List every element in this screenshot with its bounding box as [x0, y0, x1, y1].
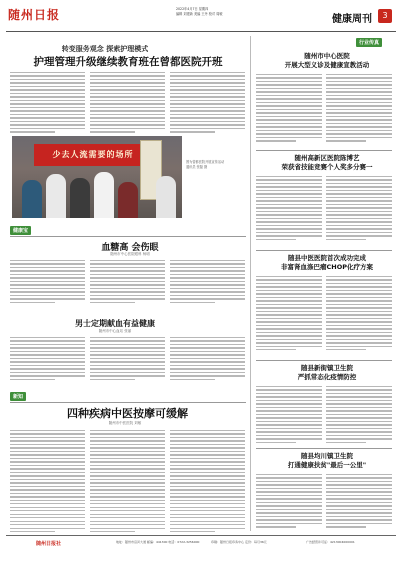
story-body	[10, 337, 85, 382]
story-headline-hitech-hospital: 随州高新区医院陈博艺 荣获省技能竞赛个人奖多分赛一	[281, 154, 373, 171]
story-body	[256, 276, 322, 353]
story-headline-blood-donation: 男士定期献血有益健康	[75, 319, 155, 328]
main-body-col2	[90, 72, 165, 135]
story-headline-xinjie-clinic: 随县新街镇卫生院 严抓常态化疫情防控	[297, 364, 357, 381]
story-body	[326, 176, 392, 242]
masthead	[6, 4, 396, 32]
photo-banner: 少去人流需要的场所	[34, 144, 152, 166]
issue-info	[176, 7, 316, 17]
section-tag-industry: 行业传真	[356, 38, 382, 47]
story-headline-center-hospital: 随州市中心医院 开展大型义诊及健康宣教活动	[284, 52, 370, 69]
footer-ad-license: 广告经营许可证：4213004000001	[306, 540, 355, 544]
story-headline-blood-sugar: 血糖高 会伤眼	[101, 243, 159, 253]
story-byline: 随州市中心血站 张丽	[98, 329, 132, 333]
story-body	[10, 260, 85, 305]
story-body	[326, 474, 392, 530]
section-rule	[256, 360, 392, 361]
story-body	[170, 430, 245, 535]
story-body	[256, 474, 322, 530]
story-headline-massage: 四种疾病中医按摩可缓解	[67, 407, 188, 420]
photo-caption: 图为曾都医院开展宣传活动 通讯员 张磊 摄	[186, 160, 225, 169]
story-body	[256, 176, 322, 242]
photo-person	[118, 182, 138, 218]
story-headline-tcm-hospital: 随县中医医院首次成功完成 非富肾血涤巴瘤CHOP化疗方案	[281, 254, 373, 271]
section-rule	[256, 448, 392, 449]
main-body-col1	[10, 72, 85, 135]
photo-person	[156, 176, 176, 218]
page-footer	[6, 535, 396, 565]
footer-address: 地址：随州市沿河大道 邮编：441300 电话：0722-3256000	[116, 540, 200, 544]
main-body-col3	[170, 72, 245, 135]
footer-print-info: 印刷：随州日报印务中心 定价：每月36元	[211, 540, 267, 544]
story-byline: 随州市中医医院 刘敏	[108, 421, 142, 425]
story-body	[256, 74, 322, 144]
section-rule	[256, 150, 392, 151]
main-headline: 护理管理升级继续教育班在曾都医院开班	[33, 56, 223, 68]
story-body	[90, 430, 165, 535]
issue-date: 2022年4月7日 星期四	[176, 7, 209, 11]
story-body	[326, 276, 392, 353]
photo-person	[70, 178, 90, 218]
section-tag-health: 健康宝	[10, 226, 31, 235]
photo-person	[94, 172, 114, 218]
story-body	[256, 386, 322, 445]
footer-paper-name: 随州日报社	[36, 541, 62, 547]
section-rule	[10, 236, 246, 237]
main-kicker: 转变服务观念 探索护理模式	[61, 45, 149, 53]
story-headline-junchuan-clinic: 随县均川镇卫生院 打通健康扶贫"最后一公里"	[287, 452, 367, 469]
story-body	[90, 337, 165, 382]
newspaper-logo: 随州日报	[8, 8, 61, 22]
photo-person	[22, 180, 42, 218]
story-body	[170, 337, 245, 382]
section-tag-knowledge: 新知	[10, 392, 26, 401]
story-body	[326, 386, 392, 445]
story-body	[170, 260, 245, 305]
column-divider	[250, 36, 251, 531]
section-rule	[256, 250, 392, 251]
story-body	[326, 74, 392, 144]
main-photo	[12, 136, 182, 218]
photo-person	[46, 174, 66, 218]
story-body	[90, 260, 165, 305]
page-number-badge: 3	[378, 9, 392, 23]
issue-editors: 编辑 刘建新 美编 王丹 校对 周敏	[176, 12, 223, 16]
story-byline: 随州市中心医院眼科 杨明	[110, 252, 150, 256]
story-body	[10, 430, 85, 535]
section-rule	[10, 402, 246, 403]
section-title: 健康周刊	[332, 14, 372, 25]
